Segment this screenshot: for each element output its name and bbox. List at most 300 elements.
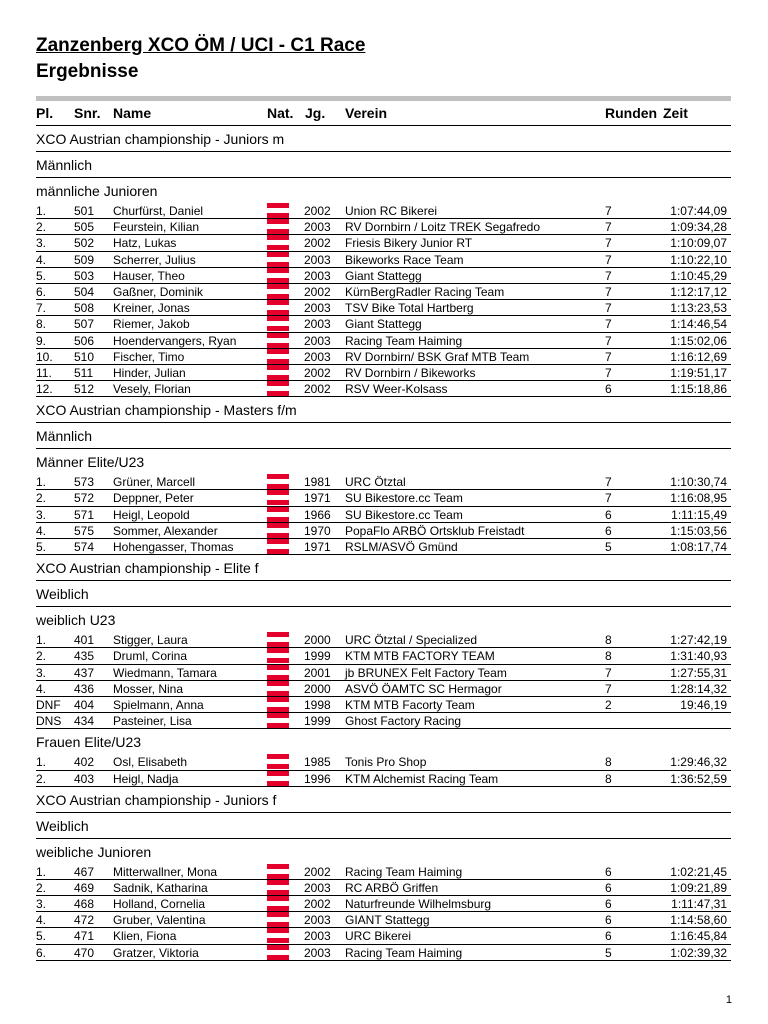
rider-name: Scherrer, Julius (113, 252, 196, 267)
laps: 7 (605, 204, 612, 218)
category-heading (36, 839, 731, 864)
start-number: 468 (74, 897, 95, 912)
rider-name: Pasteiner, Lisa (113, 714, 192, 729)
placing: 2. (36, 491, 47, 506)
result-row (36, 912, 731, 928)
finish-time: 1:14:58,60 (670, 913, 727, 928)
result-row (36, 896, 731, 912)
result-row (36, 333, 731, 349)
placing: 1. (36, 475, 47, 490)
start-number: 573 (74, 475, 95, 490)
birth-year: 2002 (304, 204, 331, 218)
austria-flag-icon (267, 349, 289, 364)
placing: 10. (36, 349, 53, 364)
club-name: RC ARBÖ Griffen (345, 880, 439, 895)
finish-time: 1:10:22,10 (670, 252, 727, 267)
category-heading (36, 449, 731, 474)
austria-flag-icon (267, 203, 289, 218)
birth-year: 2003 (304, 220, 331, 235)
club-name: KTM MTB FACTORY TEAM (345, 649, 495, 664)
rider-name: Mosser, Nina (113, 681, 184, 696)
start-number: 510 (74, 349, 95, 364)
result-row (36, 864, 731, 880)
col-header-snr: Snr. (74, 105, 101, 121)
austria-flag-icon (267, 945, 289, 960)
placing: 7. (36, 301, 47, 316)
result-row (36, 507, 731, 523)
placing: 1. (36, 755, 47, 770)
rider-name: Gruber, Valentina (113, 913, 206, 928)
austria-flag-icon (267, 754, 289, 769)
club-name: URC Ötztal / Specialized (345, 633, 478, 648)
col-header-runden: Runden (605, 105, 658, 121)
placing: DNS (36, 714, 62, 729)
finish-time: 1:02:39,32 (670, 945, 727, 960)
rider-name: Fischer, Timo (113, 349, 185, 364)
placing: 6. (36, 945, 47, 960)
rider-name: Stigger, Laura (113, 633, 188, 648)
club-name: RSLM/ASVÖ Gmünd (345, 540, 458, 554)
finish-time: 1:19:51,17 (670, 365, 727, 380)
club-name: RSV Weer-Kolsass (345, 382, 448, 397)
rider-name: Vesely, Florian (113, 382, 191, 397)
start-number: 402 (74, 755, 95, 770)
page-title: Zanzenberg XCO ÖM / UCI - C1 Race (36, 35, 366, 56)
section-heading (36, 397, 731, 423)
heading-text: Weiblich (36, 586, 89, 603)
birth-year: 1970 (304, 523, 331, 538)
result-row (36, 928, 731, 944)
birth-year: 2002 (304, 365, 331, 380)
section-heading (36, 813, 731, 839)
birth-year: 2003 (304, 301, 331, 316)
result-row (36, 648, 731, 664)
birth-year: 2003 (304, 252, 331, 267)
birth-year: 2003 (304, 880, 331, 895)
club-name: Naturfreunde Wilhelmsburg (345, 897, 492, 912)
result-row (36, 300, 731, 316)
finish-time: 1:15:02,06 (670, 333, 727, 348)
placing: 3. (36, 507, 47, 522)
placing: 12. (36, 382, 53, 397)
start-number: 471 (74, 929, 95, 944)
birth-year: 2002 (304, 284, 331, 299)
placing: 5. (36, 268, 47, 283)
result-row (36, 219, 731, 235)
birth-year: 1996 (304, 771, 331, 786)
austria-flag-icon (267, 928, 289, 943)
laps: 6 (605, 523, 612, 538)
austria-flag-icon (267, 912, 289, 927)
austria-flag-icon (267, 539, 289, 554)
col-header-zeit: Zeit (663, 105, 688, 121)
placing: 2. (36, 649, 47, 664)
austria-flag-icon (267, 474, 289, 489)
birth-year: 2000 (304, 681, 331, 696)
finish-time: 1:28:14,32 (670, 681, 727, 696)
laps: 5 (605, 540, 612, 554)
results-page (36, 34, 731, 961)
category-heading (36, 607, 731, 632)
austria-flag-icon (267, 771, 289, 786)
finish-time: 1:14:46,54 (670, 317, 727, 332)
result-row (36, 474, 731, 490)
laps: 6 (605, 929, 612, 944)
laps: 7 (605, 220, 612, 235)
rider-name: Klien, Fiona (113, 929, 177, 944)
finish-time: 1:15:03,56 (670, 523, 727, 538)
start-number: 574 (74, 540, 95, 554)
austria-flag-icon (267, 632, 289, 647)
birth-year: 2003 (304, 268, 331, 283)
results-list (36, 126, 731, 961)
placing: 3. (36, 665, 47, 680)
start-number: 501 (74, 204, 95, 218)
col-header-name: Name (113, 105, 152, 121)
finish-time: 1:10:09,07 (670, 236, 727, 251)
club-name: SU Bikestore.cc Team (345, 491, 463, 506)
austria-flag-icon (267, 284, 289, 299)
rider-name: Feurstein, Kilian (113, 220, 200, 235)
birth-year: 2003 (304, 929, 331, 944)
rider-name: Deppner, Peter (113, 491, 194, 506)
start-number: 469 (74, 880, 95, 895)
club-name: RV Dornbirn/ BSK Graf MTB Team (345, 349, 530, 364)
birth-year: 2003 (304, 945, 331, 960)
club-name: URC Ötztal (345, 475, 406, 490)
club-name: RV Dornbirn / Loitz TREK Segafredo (345, 220, 540, 235)
result-row (36, 681, 731, 697)
finish-time: 1:13:23,53 (670, 301, 727, 316)
rider-name: Hohengasser, Thomas (113, 540, 234, 554)
result-row (36, 268, 731, 284)
result-row (36, 203, 731, 219)
finish-time: 1:27:42,19 (670, 633, 727, 648)
austria-flag-icon (267, 316, 289, 331)
start-number: 436 (74, 681, 95, 696)
heading-text: XCO Austrian championship - Juniors f (36, 791, 277, 808)
result-row (36, 381, 731, 397)
finish-time: 1:16:08,95 (670, 491, 727, 506)
heading-text: XCO Austrian championship - Masters f/m (36, 402, 297, 419)
finish-time: 1:07:44,09 (670, 204, 727, 218)
rider-name: Sommer, Alexander (113, 523, 218, 538)
placing: 5. (36, 540, 47, 554)
start-number: 503 (74, 268, 95, 283)
birth-year: 1985 (304, 755, 331, 770)
rider-name: Sadnik, Katharina (113, 880, 208, 895)
laps: 2 (605, 697, 612, 712)
laps: 6 (605, 880, 612, 895)
placing: 8. (36, 317, 47, 332)
austria-flag-icon (267, 490, 289, 505)
placing: 2. (36, 771, 47, 786)
laps: 7 (605, 301, 612, 316)
start-number: 435 (74, 649, 95, 664)
laps: 5 (605, 945, 612, 960)
rider-name: Heigl, Nadja (113, 771, 179, 786)
finish-time: 1:08:17,74 (670, 540, 727, 554)
club-name: KürnBergRadler Racing Team (345, 284, 505, 299)
birth-year: 2001 (304, 665, 331, 680)
heading-text: weibliche Junioren (36, 843, 152, 860)
laps: 8 (605, 771, 612, 786)
laps: 7 (605, 365, 612, 380)
start-number: 470 (74, 945, 95, 960)
placing: 3. (36, 236, 47, 251)
austria-flag-icon (267, 864, 289, 879)
birth-year: 2003 (304, 333, 331, 348)
rider-name: Holland, Cornelia (113, 897, 206, 912)
rider-name: Churfürst, Daniel (113, 204, 204, 218)
start-number: 508 (74, 301, 95, 316)
austria-flag-icon (267, 896, 289, 911)
finish-time: 1:09:21,89 (670, 880, 727, 895)
laps: 7 (605, 475, 612, 490)
club-name: Racing Team Haiming (345, 945, 463, 960)
placing: 9. (36, 333, 47, 348)
placing: 5. (36, 929, 47, 944)
club-name: Ghost Factory Racing (345, 714, 462, 729)
club-name: KTM Alchemist Racing Team (345, 771, 499, 786)
page-number: 1 (725, 994, 732, 1006)
club-name: KTM MTB Facorty Team (345, 697, 475, 712)
result-row (36, 697, 731, 713)
laps: 6 (605, 382, 612, 397)
finish-time: 1:15:18,86 (670, 382, 727, 397)
rider-name: Hauser, Theo (113, 268, 185, 283)
section-heading (36, 555, 731, 581)
section-heading (36, 126, 731, 152)
club-name: RV Dornbirn / Bikeworks (345, 365, 476, 380)
laps: 7 (605, 681, 612, 696)
heading-text: XCO Austrian championship - Juniors m (36, 131, 285, 147)
rider-name: Gaßner, Dominik (113, 284, 204, 299)
placing: 11. (36, 365, 52, 380)
category-heading (36, 729, 731, 754)
birth-year: 1966 (304, 507, 331, 522)
rider-name: Hatz, Lukas (113, 236, 177, 251)
heading-text: Weiblich (36, 817, 89, 834)
laps: 8 (605, 755, 612, 770)
section-heading (36, 581, 731, 607)
result-row (36, 632, 731, 648)
rider-name: Kreiner, Jonas (113, 301, 190, 316)
birth-year: 2003 (304, 913, 331, 928)
start-number: 467 (74, 864, 95, 879)
laps: 6 (605, 864, 612, 879)
austria-flag-icon (267, 365, 289, 380)
club-name: Racing Team Haiming (345, 864, 463, 879)
club-name: jb BRUNEX Felt Factory Team (345, 665, 507, 680)
start-number: 571 (74, 507, 95, 522)
austria-flag-icon (267, 333, 289, 348)
section-heading (36, 152, 731, 178)
laps: 7 (605, 665, 612, 680)
start-number: 404 (74, 697, 95, 712)
finish-time: 1:16:12,69 (670, 349, 727, 364)
start-number: 504 (74, 284, 95, 299)
austria-flag-icon (267, 697, 289, 712)
heading-text: Frauen Elite/U23 (36, 734, 142, 751)
col-header-nat: Nat. (267, 105, 294, 121)
birth-year: 2003 (304, 317, 331, 332)
birth-year: 2002 (304, 382, 331, 397)
start-number: 434 (74, 714, 95, 729)
column-header-row (36, 101, 731, 126)
placing: 4. (36, 913, 47, 928)
austria-flag-icon (267, 219, 289, 234)
result-row (36, 252, 731, 268)
club-name: GIANT Stattegg (345, 913, 430, 928)
start-number: 401 (74, 633, 95, 648)
finish-time: 1:10:30,74 (670, 475, 727, 490)
laps: 7 (605, 252, 612, 267)
heading-text: weiblich U23 (36, 612, 116, 629)
birth-year: 1981 (304, 475, 331, 490)
laps: 7 (605, 317, 612, 332)
finish-time: 1:31:40,93 (670, 649, 727, 664)
placing: 4. (36, 681, 47, 696)
laps: 6 (605, 897, 612, 912)
result-row (36, 284, 731, 300)
rider-name: Heigl, Leopold (113, 507, 190, 522)
rider-name: Osl, Elisabeth (113, 755, 188, 770)
rider-name: Gratzer, Viktoria (113, 945, 199, 960)
birth-year: 1999 (304, 714, 331, 729)
austria-flag-icon (267, 507, 289, 522)
austria-flag-icon (267, 665, 289, 680)
birth-year: 2003 (304, 349, 331, 364)
laps: 7 (605, 349, 612, 364)
birth-year: 2000 (304, 633, 331, 648)
laps: 6 (605, 507, 612, 522)
finish-time: 1:11:47,31 (671, 897, 727, 912)
start-number: 509 (74, 252, 95, 267)
start-number: 437 (74, 665, 95, 680)
result-row (36, 713, 731, 729)
rider-name: Hinder, Julian (113, 365, 186, 380)
laps: 7 (605, 268, 612, 283)
finish-time: 19:46,19 (680, 697, 727, 712)
start-number: 472 (74, 913, 95, 928)
placing: 2. (36, 220, 47, 235)
placing: 4. (36, 523, 47, 538)
austria-flag-icon (267, 235, 289, 250)
section-heading (36, 423, 731, 449)
birth-year: 2002 (304, 897, 331, 912)
finish-time: 1:16:45,84 (670, 929, 727, 944)
club-name: PopaFlo ARBÖ Ortsklub Freistadt (345, 523, 525, 538)
start-number: 511 (74, 365, 94, 380)
austria-flag-icon (267, 648, 289, 663)
club-name: Racing Team Haiming (345, 333, 463, 348)
finish-time: 1:02:21,45 (670, 864, 727, 879)
placing: 1. (36, 864, 47, 879)
austria-flag-icon (267, 880, 289, 895)
placing: 1. (36, 633, 47, 648)
finish-time: 1:36:52,59 (670, 771, 727, 786)
heading-text: männliche Junioren (36, 183, 158, 199)
rider-name: Wiedmann, Tamara (113, 665, 217, 680)
result-row (36, 880, 731, 896)
austria-flag-icon (267, 713, 289, 728)
rider-name: Grüner, Marcell (113, 475, 196, 490)
result-row (36, 945, 731, 961)
club-name: Bikeworks Race Team (345, 252, 464, 267)
austria-flag-icon (267, 523, 289, 538)
page-subtitle: Ergebnisse (36, 61, 139, 82)
start-number: 502 (74, 236, 95, 251)
result-row (36, 665, 731, 681)
rider-name: Druml, Corina (113, 649, 188, 664)
club-name: URC Bikerei (345, 929, 412, 944)
austria-flag-icon (267, 252, 289, 267)
start-number: 505 (74, 220, 95, 235)
start-number: 572 (74, 491, 95, 506)
rider-name: Mitterwallner, Mona (113, 864, 218, 879)
finish-time: 1:29:46,32 (670, 755, 727, 770)
birth-year: 1971 (304, 540, 331, 554)
result-row (36, 523, 731, 539)
finish-time: 1:09:34,28 (670, 220, 727, 235)
placing: 6. (36, 284, 47, 299)
club-name: Friesis Bikery Junior RT (345, 236, 473, 251)
austria-flag-icon (267, 381, 289, 396)
laps: 7 (605, 333, 612, 348)
birth-year: 1971 (304, 491, 331, 506)
result-row (36, 235, 731, 251)
heading-text: Männlich (36, 428, 93, 445)
result-row (36, 771, 731, 787)
finish-time: 1:10:45,29 (670, 268, 727, 283)
result-row (36, 316, 731, 332)
start-number: 403 (74, 771, 95, 786)
placing: 2. (36, 880, 47, 895)
start-number: 507 (74, 317, 95, 332)
heading-text: Männlich (36, 157, 93, 173)
finish-time: 1:11:15,49 (671, 507, 727, 522)
result-row (36, 539, 731, 555)
placing: 4. (36, 252, 47, 267)
laps: 8 (605, 633, 612, 648)
club-name: Tonis Pro Shop (345, 755, 427, 770)
club-name: SU Bikestore.cc Team (345, 507, 463, 522)
birth-year: 1998 (304, 697, 331, 712)
laps: 7 (605, 284, 612, 299)
laps: 6 (605, 913, 612, 928)
finish-time: 1:12:17,12 (670, 284, 727, 299)
birth-year: 2002 (304, 236, 331, 251)
start-number: 575 (74, 523, 95, 538)
col-header-pl: Pl. (36, 105, 54, 121)
laps: 7 (605, 236, 612, 251)
col-header-jg: Jg. (305, 105, 326, 121)
club-name: Giant Stattegg (345, 268, 422, 283)
placing: 1. (36, 204, 47, 218)
placing: DNF (36, 697, 61, 712)
birth-year: 1999 (304, 649, 331, 664)
result-row (36, 490, 731, 506)
rider-name: Hoendervangers, Ryan (113, 333, 237, 348)
club-name: Giant Stattegg (345, 317, 422, 332)
result-row (36, 349, 731, 365)
result-row (36, 365, 731, 381)
rider-name: Spielmann, Anna (113, 697, 204, 712)
austria-flag-icon (267, 681, 289, 696)
col-header-verein: Verein (345, 105, 388, 121)
start-number: 512 (74, 382, 95, 397)
